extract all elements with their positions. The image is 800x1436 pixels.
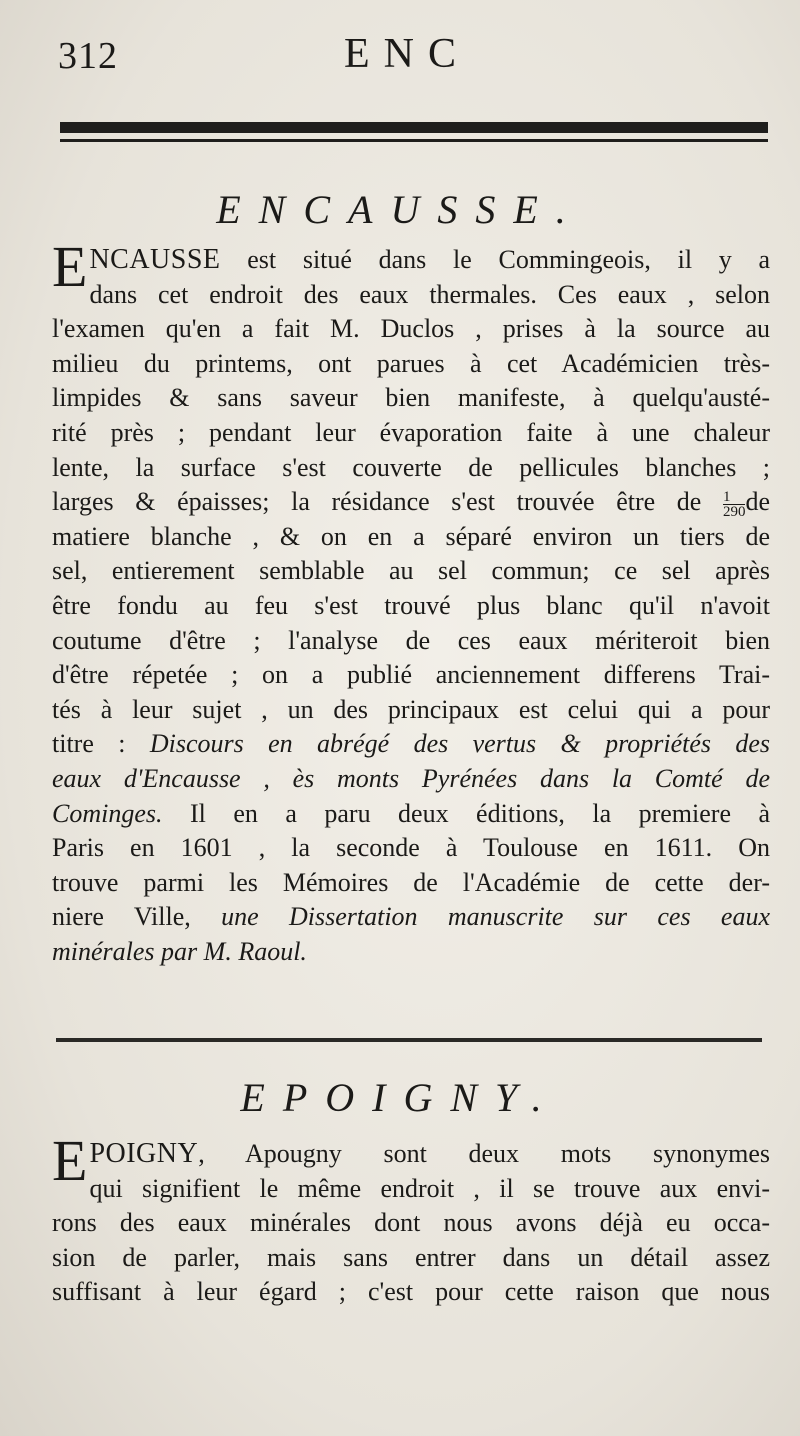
- dissertation-title: une Dissertation manuscrite sur ces eaux: [221, 902, 770, 932]
- drop-cap: E: [52, 1128, 88, 1193]
- text-line: titre : Discours en abrégé des vertus & propriétés des: [52, 729, 771, 759]
- text-line: Cominges. Il en a paru deux éditions, la premiere à: [52, 798, 770, 828]
- header-rule: [60, 122, 768, 148]
- text-line: sel, entierement semblable au sel commun; ce sel après: [52, 556, 770, 586]
- drop-cap: E: [52, 234, 88, 299]
- text-line: qui signifient le même endroit , il se trouve aux envi-: [89, 1173, 770, 1203]
- text-line: limpides & sans saveur bien manifeste, à quelqu'austé-: [52, 383, 770, 413]
- text-line: dans cet endroit des eaux thermales. Ces eaux , selon: [89, 279, 770, 309]
- article-body-epoigny: [52, 1128, 770, 1310]
- text-line: eaux d'Encausse , ès monts Pyrénées dans la Comté de: [52, 763, 770, 793]
- text-line: Paris en 1601 , la seconde à Toulouse en 1611. On: [52, 833, 770, 863]
- running-title: ENC: [344, 31, 470, 77]
- text-line: suffisant à leur égard ; c'est pour cette raison que nous: [52, 1277, 770, 1307]
- text-line: sion de parler, mais sans entrer dans un détail assez: [52, 1242, 770, 1272]
- header-rule-thick: [60, 122, 768, 133]
- headword: NCAUSSE: [89, 244, 221, 275]
- headword: POIGNY: [89, 1138, 199, 1169]
- text-line: l'examen qu'en a fait M. Duclos , prises à la source au: [52, 314, 770, 344]
- fraction: $\frac{1}{290}$: [722, 488, 746, 520]
- text-line: matiere blanche , & on en a séparé environ un tiers de: [52, 521, 770, 551]
- header-rule-thin: [60, 139, 768, 142]
- section-rule: [56, 1038, 762, 1042]
- text-line: être fondu au feu s'est trouvé plus blanc qu'il n'avoit: [52, 590, 770, 620]
- text-line: EPOIGNY, Apougny sont deux mots synonymes: [52, 1128, 770, 1193]
- text-line: larges & épaisses; la résidance s'est trouvée être de $\frac{1}{290}$ de: [52, 487, 770, 520]
- text-line: rité près ; pendant leur évaporation faite à une chaleur: [52, 417, 770, 447]
- text-line: tés à leur sujet , un des principaux est celui qui a pour: [52, 694, 770, 724]
- text-line: niere Ville, une Dissertation manuscrite sur ces eaux: [52, 902, 770, 932]
- text-line: milieu du printems, ont parues à cet Académicien très-: [52, 348, 770, 378]
- page-number: 312: [58, 35, 118, 77]
- article-heading-encausse: ENCAUSSE.: [216, 187, 584, 232]
- text-line: lente, la surface s'est couverte de pellicules blanches ;: [52, 452, 770, 482]
- text-line: ENCAUSSE est situé dans le Commingeois, il y a: [52, 234, 770, 299]
- article-heading-epoigny: EPOIGNY.: [240, 1075, 560, 1120]
- text-line: rons des eaux minérales dont nous avons déjà eu occa-: [52, 1208, 770, 1238]
- text-line: coutume d'être ; l'analyse de ces eaux mériteroit bien: [52, 625, 770, 655]
- running-head: [0, 30, 800, 80]
- text-line: trouve parmi les Mémoires de l'Académie de cette der-: [52, 867, 770, 897]
- article-body-encausse: [52, 234, 771, 969]
- text-line: minérales par M. Raoul.: [52, 936, 307, 966]
- text-line: d'être répetée ; on a publié anciennement differens Trai-: [52, 660, 770, 690]
- book-title: Discours en abrégé des vertus & propriétés des: [149, 729, 771, 759]
